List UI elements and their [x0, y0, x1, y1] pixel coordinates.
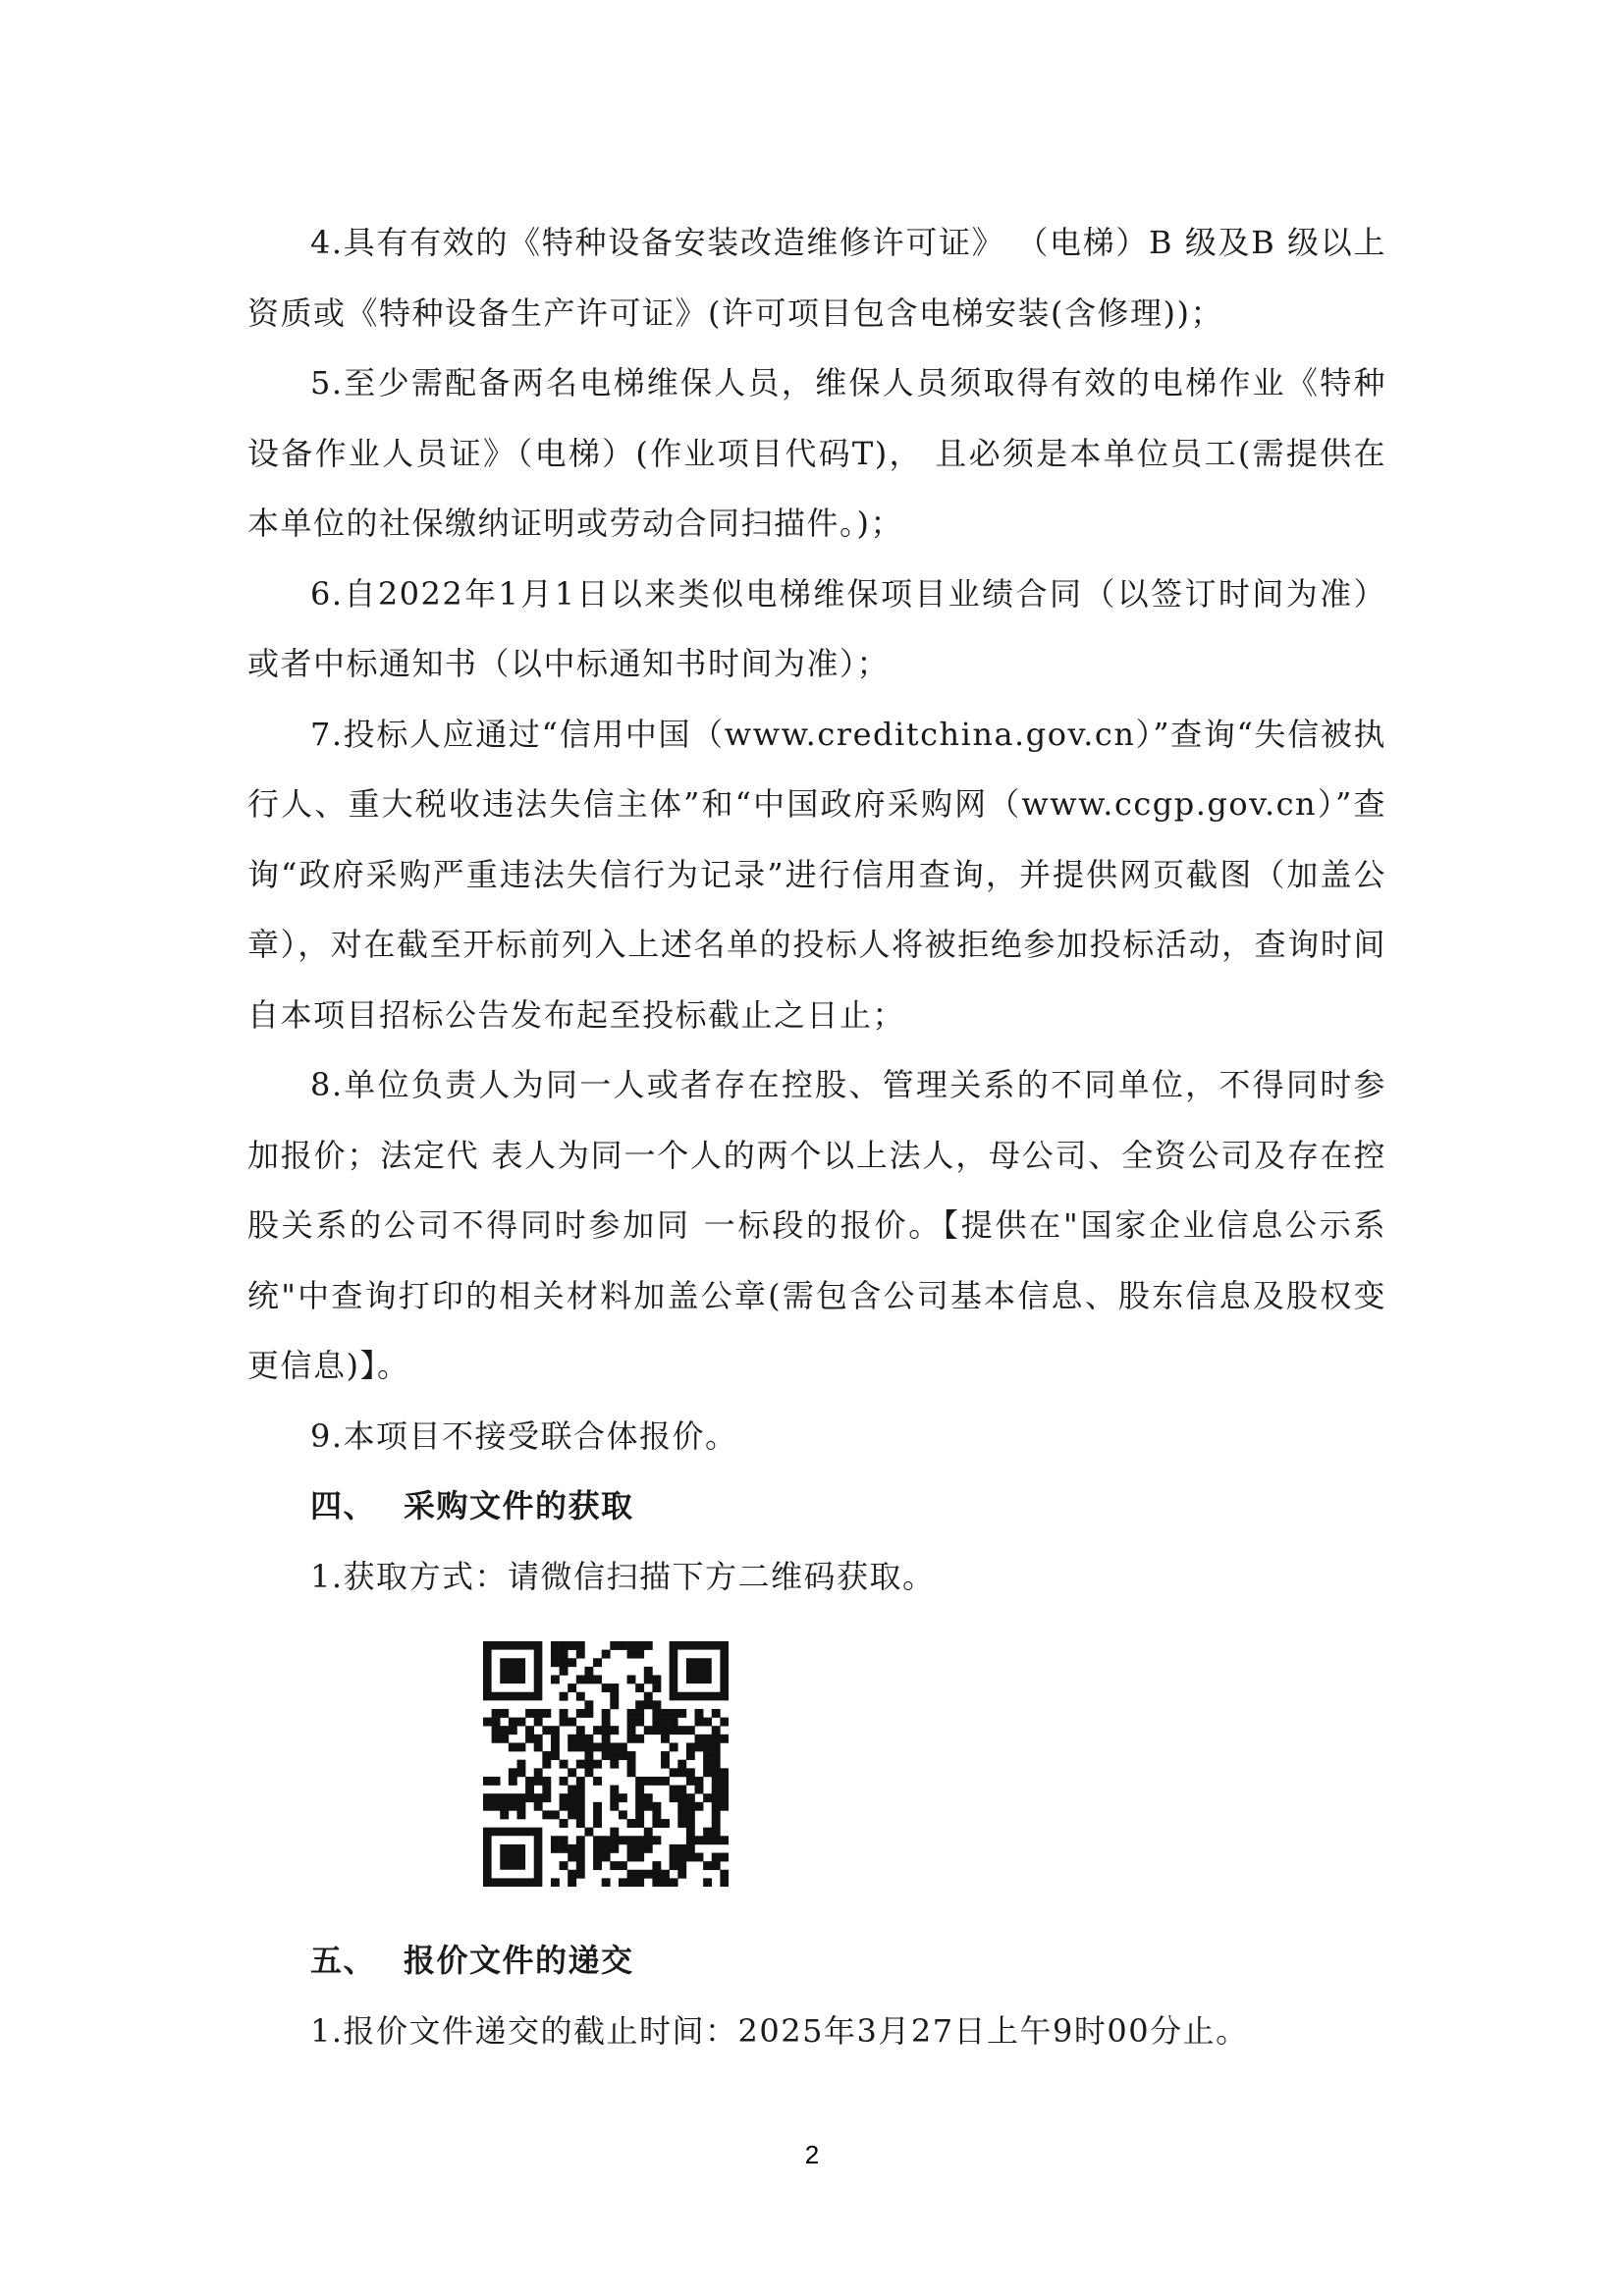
page-number: 2 — [804, 2140, 820, 2169]
requirement-6: 6.自2022年1月1日以来类似电梯维保项目业绩合同（以签订时间为准）或者中标通知书（以中标通知书时间为准）； — [247, 574, 1386, 682]
requirement-7: 7.投标人应通过“信用中国（www.creditchina.gov.cn）”查询“失信被执行人、重大税收违法失信主体”和“中国政府采购网（www.ccgp.gov.cn）”查询“政府采购严重违法失信行为记录”进行信用查询，并提供网页截图（加盖公章），对在截至开标前列入上述名单的投标人将被拒绝参加投标活动，查询时间自本项目招标公告发布起至投标截止之日止； — [247, 715, 1386, 1034]
section-5-number: 五、 — [310, 1942, 377, 1979]
requirement-9: 9.本项目不接受联合体报价。 — [310, 1416, 738, 1455]
section-4-heading — [247, 1471, 1386, 1542]
section-5-title: 报价文件的递交 — [404, 1942, 634, 1979]
section-4-title: 采购文件的获取 — [404, 1487, 634, 1524]
section-4-number: 四、 — [310, 1487, 377, 1524]
document-body — [247, 208, 1386, 2066]
section-5-item-1: 1.报价文件递交的截止时间：2025年3月27日上午9时00分止。 — [310, 2011, 1249, 2050]
qr-code-image — [483, 1641, 729, 1887]
section-5-heading — [247, 1926, 1386, 1997]
requirement-5: 5.至少需配备两名电梯维保人员，维保人员须取得有效的电梯作业《特种设备作业人员证》（电梯）(作业项目代码T)， 且必须是本单位员工(需提供在本单位的社保缴纳证明或劳动合同扫描件。)； — [247, 364, 1386, 542]
qr-code — [483, 1641, 729, 1887]
section-4-item-1: 1.获取方式：请微信扫描下方二维码获取。 — [310, 1557, 936, 1595]
requirement-4: 4.具有有效的《特种设备安装改造维修许可证》 （电梯）B 级及B 级以上资质或《特种设备生产许可证》(许可项目包含电梯安装(含修理))； — [247, 224, 1386, 332]
requirement-8: 8.单位负责人为同一人或者存在控股、管理关系的不同单位，不得同时参加报价；法定代 表人为同一个人的两个以上法人，母公司、全资公司及存在控股关系的公司不得同时参加同 一标段的报价。【提供在"国家企业信息公示系统"中查询打印的相关材料加盖公章(需包含公司基本信息、股东信息及股权变更信息)】。 — [247, 1066, 1386, 1384]
